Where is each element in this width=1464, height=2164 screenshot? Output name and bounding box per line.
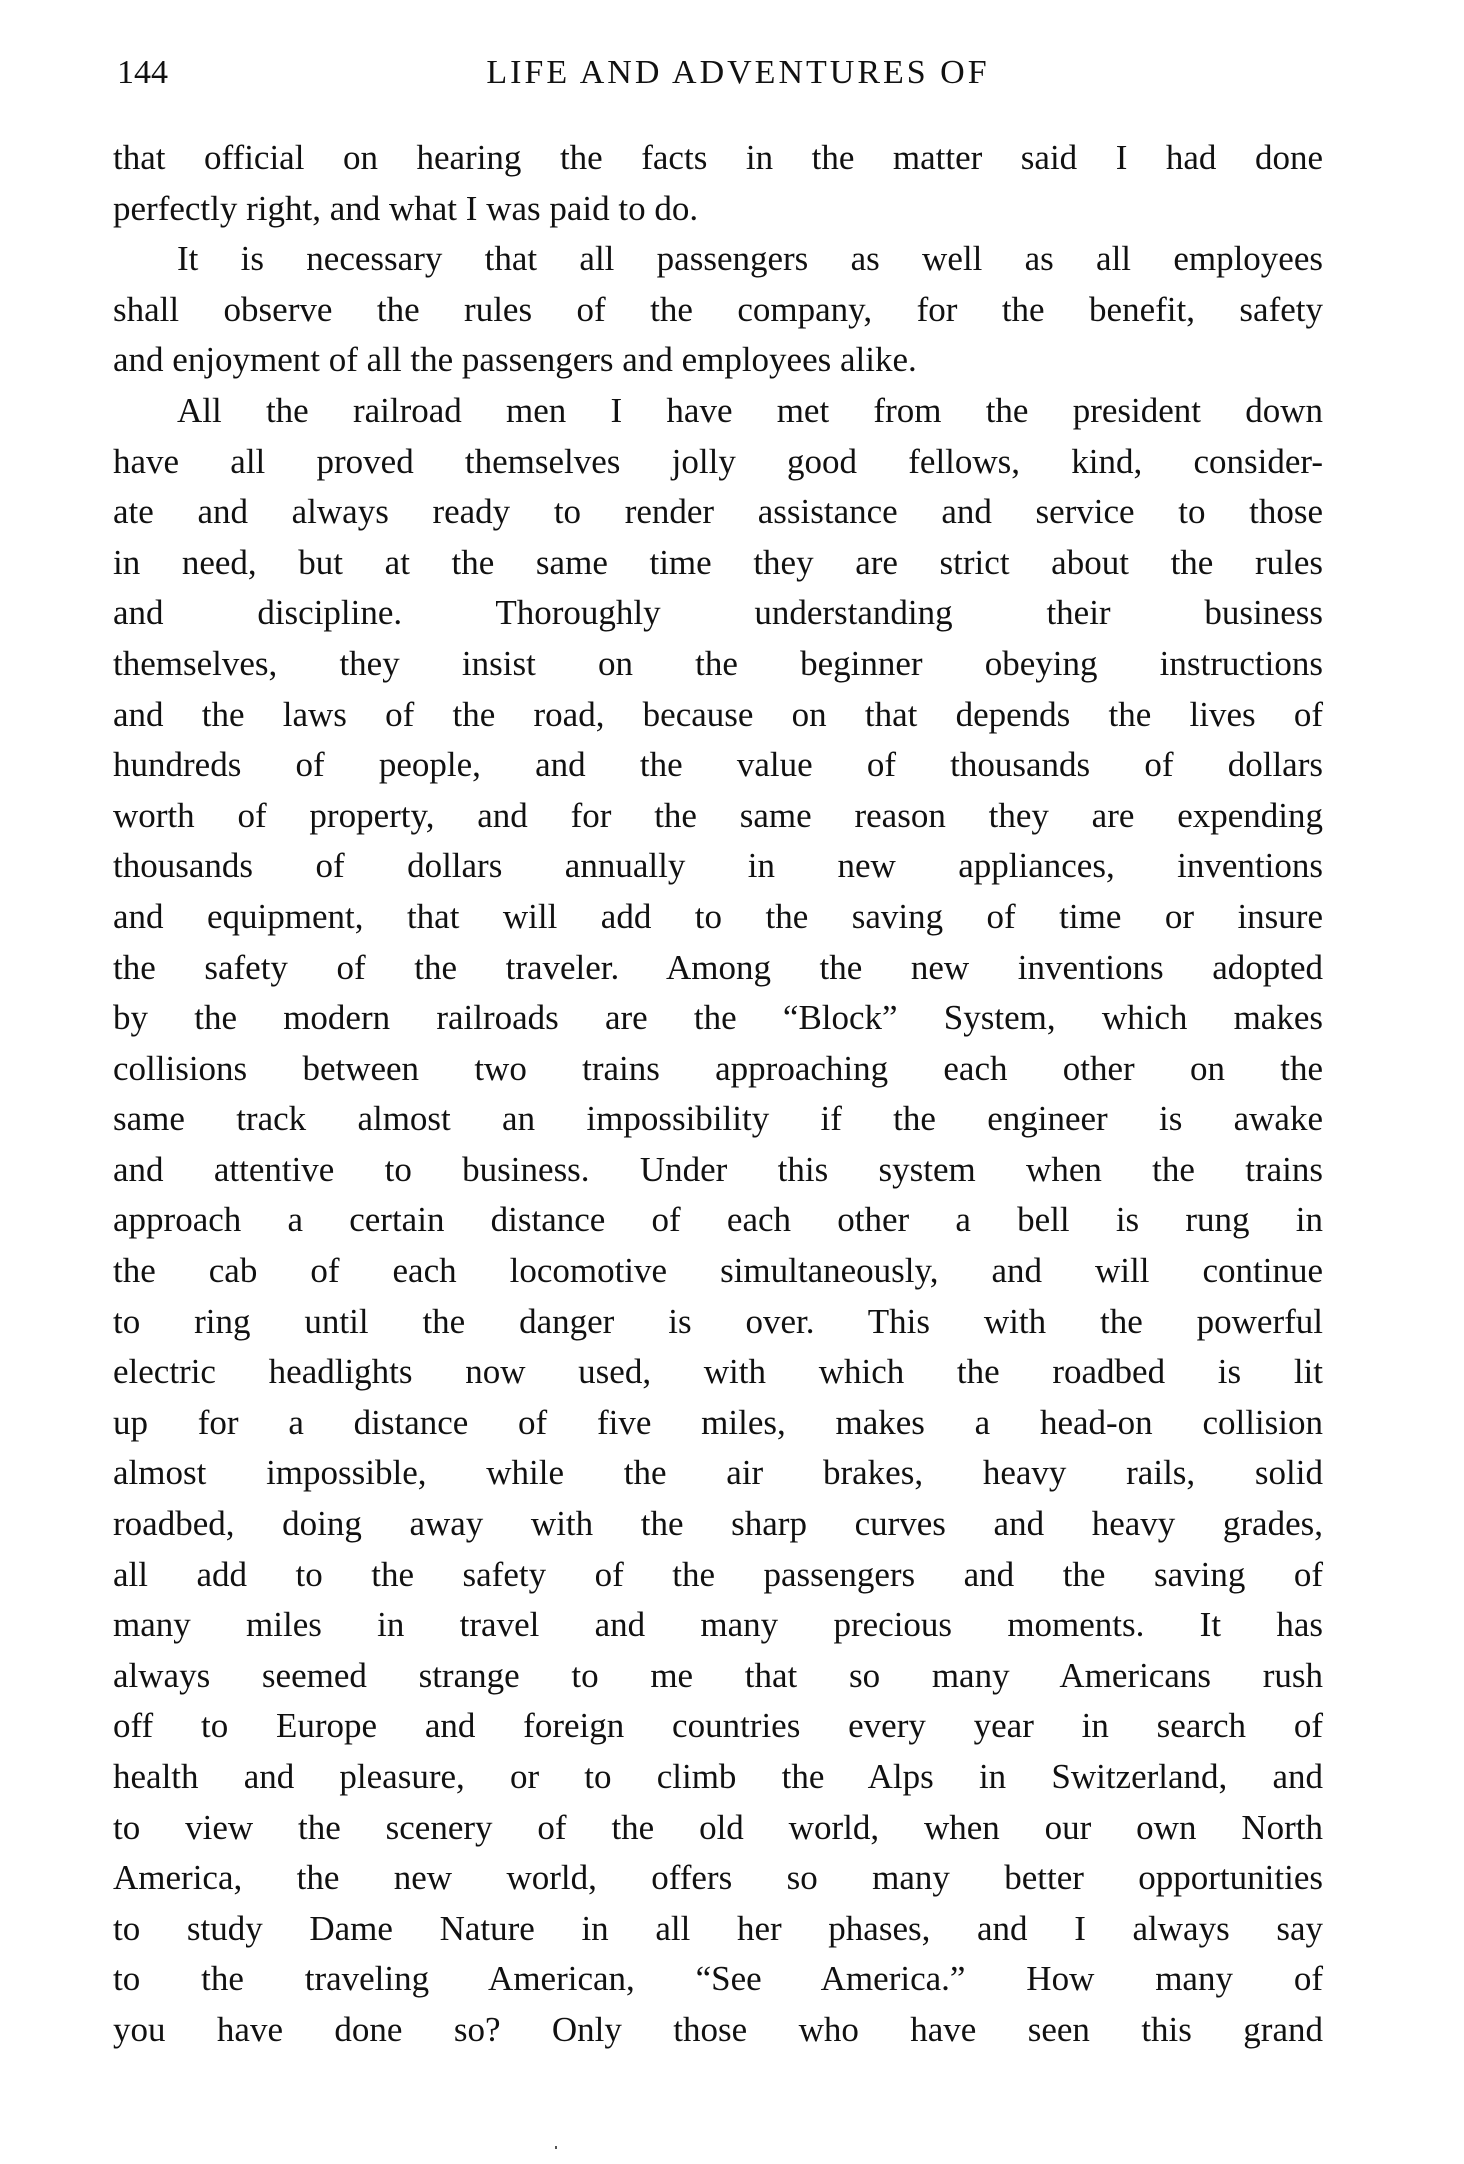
text-line: have all proved themselves jolly good fellows, kind, consider- [113, 441, 1323, 481]
text-line: America, the new world, offers so many better opportunities [113, 1858, 1323, 1898]
text-line: the safety of the traveler. Among the new inventions adopted [113, 947, 1323, 987]
text-line: by the modern railroads are the “Block” System, which makes [113, 998, 1323, 1038]
text-line: the cab of each locomotive simultaneously, and will continue [113, 1251, 1323, 1291]
text-line: and discipline. Thoroughly understanding their business [113, 593, 1323, 633]
text-line: health and pleasure, or to climb the Alps in Switzerland, and [113, 1757, 1323, 1796]
scan-speck [555, 2146, 557, 2149]
text-line: thousands of dollars annually in new appliances, inventions [113, 846, 1323, 886]
body-text [113, 133, 1323, 2056]
text-line: almost impossible, while the air brakes, heavy rails, solid [113, 1453, 1323, 1493]
text-line: hundreds of people, and the value of thousands of dollars [113, 745, 1323, 785]
text-line: themselves, they insist on the beginner obeying instructions [113, 643, 1323, 683]
paragraph-start-line: All the railroad men I have met from the president down [177, 390, 1323, 430]
text-line: that official on hearing the facts in the matter said I had done [113, 138, 1323, 177]
text-line: to ring until the danger is over. This with the powerful [113, 1301, 1323, 1341]
text-line: same track almost an impossibility if the engineer is awake [113, 1099, 1323, 1139]
running-head [113, 46, 1323, 100]
text-line: to the traveling American, “See America.” How many of [113, 1959, 1323, 1999]
text-line: and the laws of the road, because on that depends the lives of [113, 694, 1323, 734]
text-line: always seemed strange to me that so many Americans rush [113, 1655, 1323, 1695]
text-line: electric headlights now used, with which the roadbed is lit [113, 1352, 1323, 1392]
text-line: many miles in travel and many precious moments. It has [113, 1605, 1323, 1645]
text-line: roadbed, doing away with the sharp curves and heavy grades, [113, 1504, 1323, 1544]
text-line: shall observe the rules of the company, for the benefit, safety [113, 289, 1323, 329]
page-number: 144 [117, 54, 168, 91]
text-line: and enjoyment of all the passengers and employees alike. [113, 340, 917, 380]
text-line: up for a distance of five miles, makes a head-on collision [113, 1402, 1323, 1442]
text-line: worth of property, and for the same reason they are expending [113, 795, 1323, 835]
text-line: approach a certain distance of each other a bell is rung in [113, 1200, 1323, 1240]
text-line: all add to the safety of the passengers and the saving of [113, 1554, 1323, 1594]
text-line: you have done so? Only those who have seen this grand [113, 2009, 1323, 2049]
text-line: off to Europe and foreign countries every year in search of [113, 1706, 1323, 1746]
paragraph-start-line: It is necessary that all passengers as well as all employees [177, 239, 1323, 279]
text-line: to view the scenery of the old world, when our own North [113, 1807, 1323, 1847]
text-line: in need, but at the same time they are strict about the rules [113, 542, 1323, 582]
text-line: collisions between two trains approaching each other on the [113, 1048, 1323, 1088]
text-line: to study Dame Nature in all her phases, and I always say [113, 1908, 1323, 1948]
text-line: and attentive to business. Under this system when the trains [113, 1149, 1323, 1189]
text-line: and equipment, that will add to the saving of time or insure [113, 896, 1323, 936]
text-line: ate and always ready to render assistance and service to those [113, 492, 1323, 532]
running-title: LIFE AND ADVENTURES OF [486, 54, 990, 91]
text-line: perfectly right, and what I was paid to do. [113, 188, 699, 228]
